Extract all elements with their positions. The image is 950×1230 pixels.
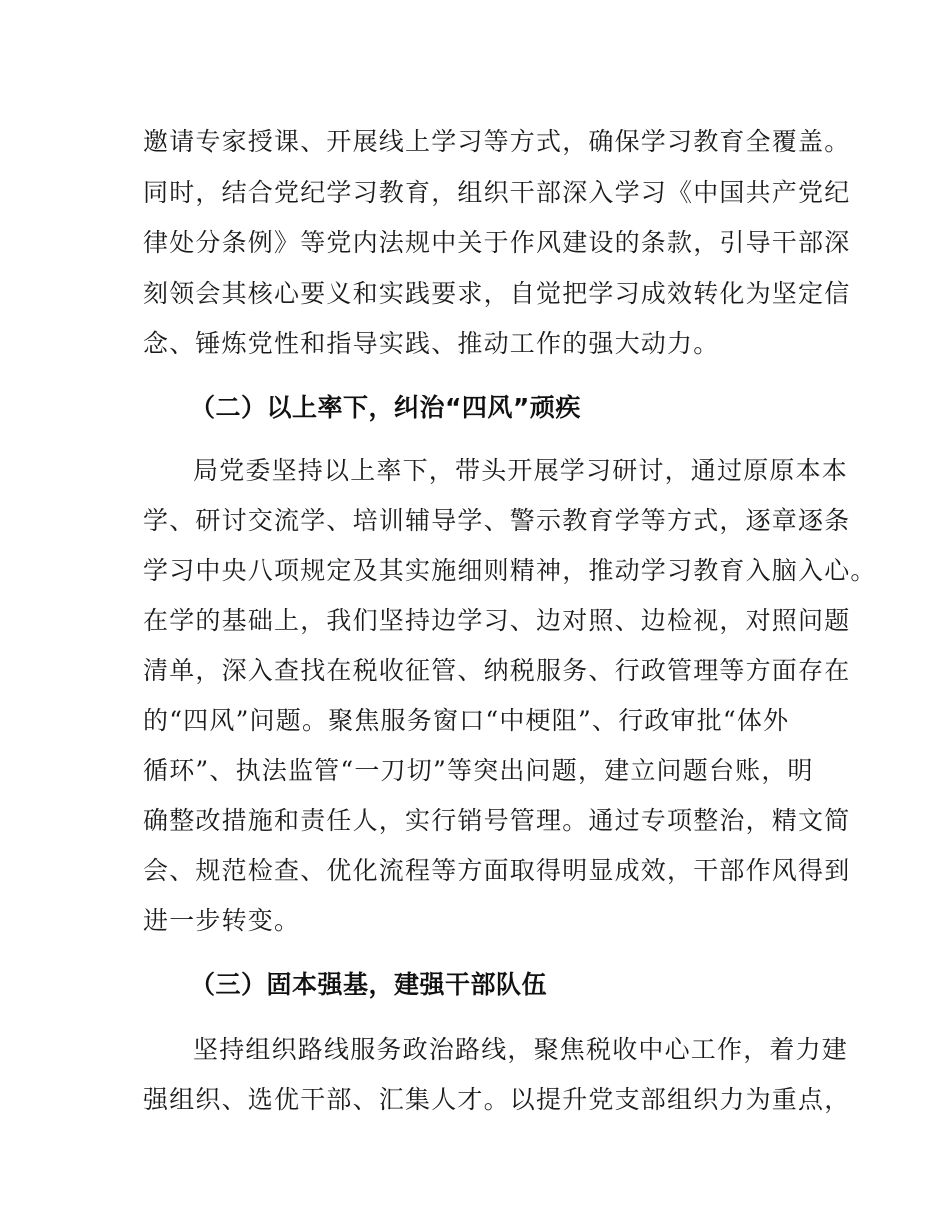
paragraph-2-line-8: 确整改措施和责任人，实行销号管理。通过专项整治，精文简 <box>143 806 851 835</box>
paragraph-3-line-2: 强组织、选优干部、汇集人才。以提升党支部组织力为重点， <box>143 1085 851 1114</box>
paragraph-1-line-4: 刻领会其核心要义和实践要求，自觉把学习成效转化为坚定信 <box>143 279 851 308</box>
paragraph-2-line-5: 清单，深入查找在税收征管、纳税服务、行政管理等方面存在 <box>143 656 851 685</box>
paragraph-1-line-5: 念、锤炼党性和指导实践、推动工作的强大动力。 <box>143 329 720 358</box>
paragraph-2-line-7: 循环”、执法监管“一刀切”等突出问题，建立问题台账，明 <box>143 756 814 785</box>
paragraph-2-line-2: 学、研讨交流学、培训辅导学、警示教育学等方式，逐章逐条 <box>143 506 851 535</box>
paragraph-2-line-1: 局党委坚持以上率下，带头开展学习研讨，通过原原本本 <box>193 456 849 485</box>
paragraph-2-line-6: 的“四风”问题。聚焦服务窗口“中梗阻”、行政审批“体外 <box>143 706 790 735</box>
paragraph-2-line-9: 会、规范检查、优化流程等方面取得明显成效，干部作风得到 <box>143 856 851 885</box>
paragraph-1-line-2: 同时，结合党纪学习教育，组织干部深入学习《中国共产党纪 <box>143 178 851 207</box>
section-heading-2: （二）以上率下，纠治“四风”顽疾 <box>190 393 581 422</box>
paragraph-3-line-1: 坚持组织路线服务政治路线，聚焦税收中心工作，着力建 <box>193 1035 849 1064</box>
paragraph-1-line-1: 邀请专家授课、开展线上学习等方式，确保学习教育全覆盖。 <box>143 127 851 156</box>
paragraph-2-line-3: 学习中央八项规定及其实施细则精神，推动学习教育入脑入心。 <box>143 556 877 585</box>
section-heading-3: （三）固本强基，建强干部队伍 <box>190 970 548 999</box>
paragraph-2-line-4: 在学的基础上，我们坚持边学习、边对照、边检视，对照问题 <box>143 606 851 635</box>
paragraph-2-line-10: 进一步转变。 <box>143 906 301 935</box>
paragraph-1-line-3: 律处分条例》等党内法规中关于作风建设的条款，引导干部深 <box>143 228 851 257</box>
